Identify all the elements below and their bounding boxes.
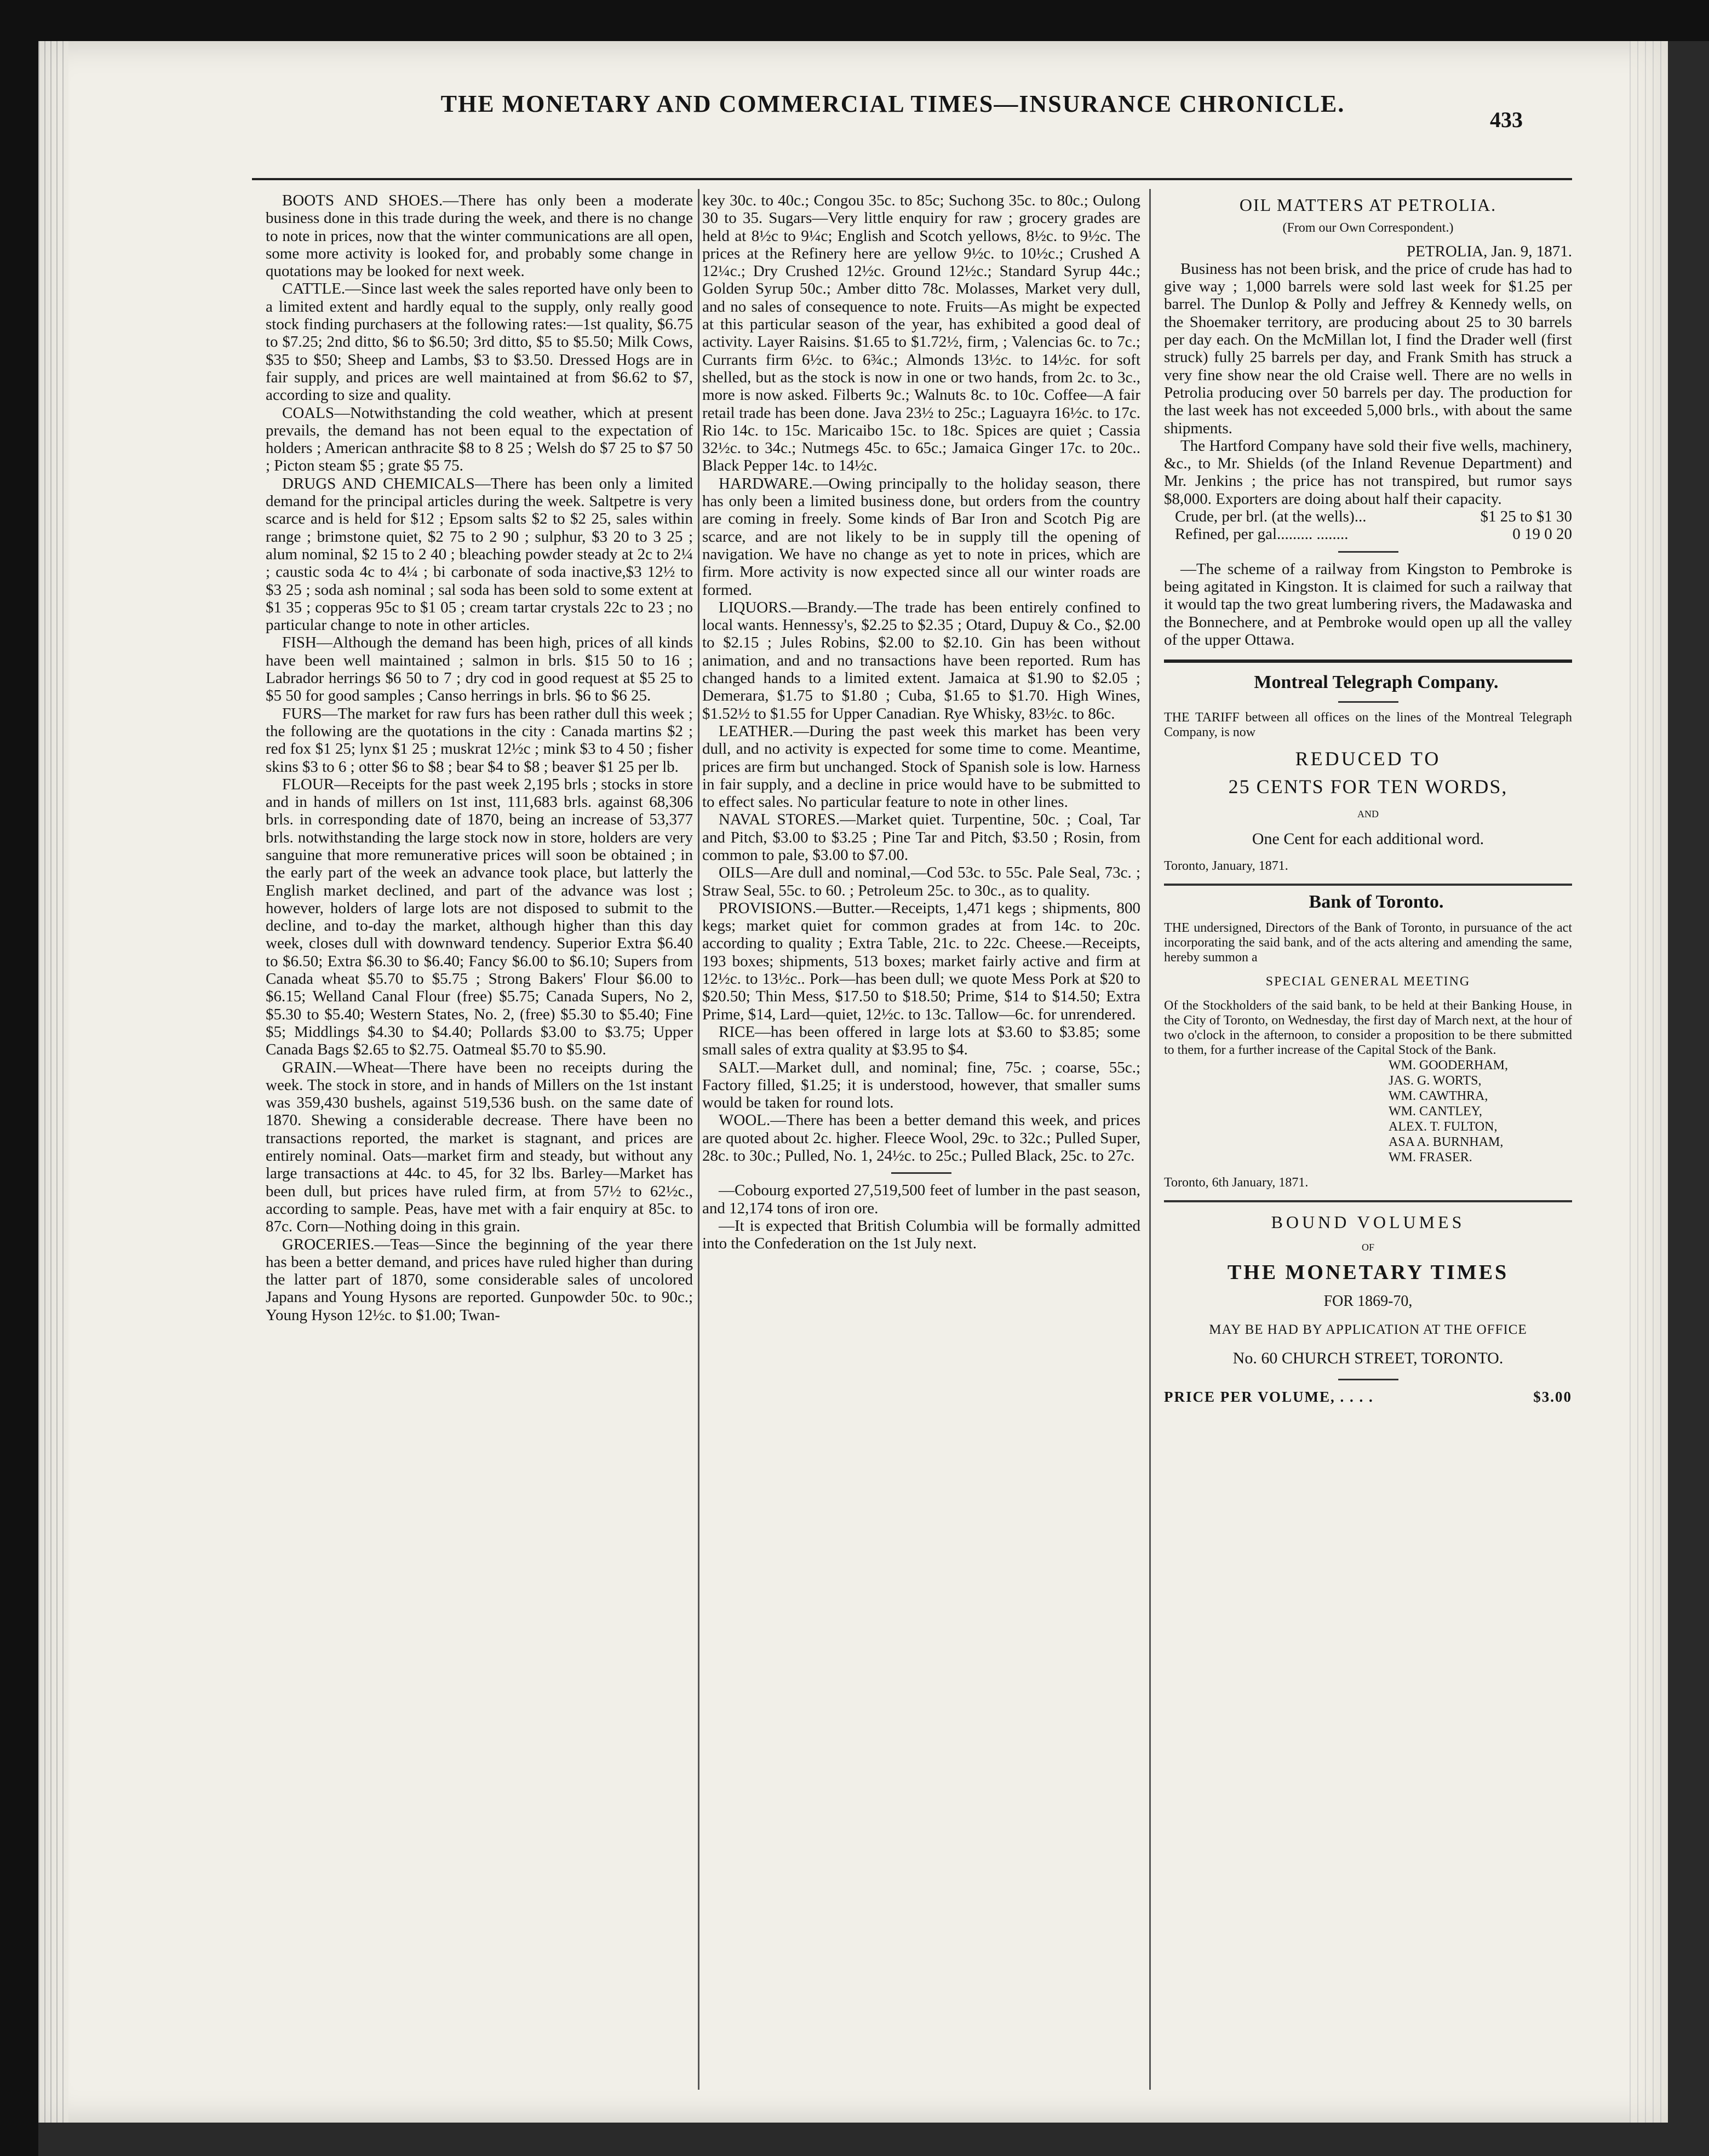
naval-stores-report: NAVAL STORES.—Market quiet. Turpentine, 50c. ; Coal, Tar and Pitch, $3.00 to $3.25 ; Pine Tar and Pitch, $3.50 ; Rosin, from common to pale, $3.00 to $7.00. [702,811,1140,864]
british-columbia-note: —It is expected that British Columbia will be formally admitted into the Confederation on the 1st July next. [702,1217,1140,1253]
telegraph-additional-word: One Cent for each additional word. [1252,830,1484,848]
ad-rule [1338,701,1398,703]
bound-volumes-publication: THE MONETARY TIMES [1227,1261,1509,1285]
crude-price: $1 25 to $1 30 [1480,508,1572,526]
groceries-continued: key 30c. to 40c.; Congou 35c. to 85c; Suchong 35c. to 80c.; Oulong 30 to 35. Sugars—Very little enquiry for raw ; grocery grades are held at 8½c to 9¼c; English and Scotch yellows, 8½c. to 9½c. The prices at the Refinery here are yellow 9½c. to 10½c.; Crushed A 12¼c.; Dry Crushed 12½c. Ground 12½c.; Standard Syrup 44c.; Golden Syrup 50c.; Amber ditto 78c. Molasses, Market very dull, and no sales of consequence to note. Fruits—As might be expected at this particular season of the year, has exhibited a good deal of activity. Layer Raisins. $1.65 to $1.72½, firm, ; Valencias 6c. to 7c.; Currants firm 6½c. to 6¾c.; Almonds 13½c. to 14½c. for soft shelled, but as the stock is now in one or two hands, from 2c. to 3c., more is now asked. Filberts 9c.; Walnuts 8c. to 10c. Coffee—A fair retail trade has been done. Java 23½ to 25c.; Laguayra 16½c. to 17c. Rio 14c. to 15c. Maricaibo 15c. to 18c. Spices are quiet ; Cassia 32½c. to 34c.; Nutmegs 45c. to 65c.; Jamaica Ginger 17c. to 20c.. Black Pepper 14c. to 14½c. [702,192,1140,475]
wool-report: WOOL.—There has been a better demand this week, and prices are quoted about 2c. higher. Fleece Wool, 29c. to 32c.; Pulled Super, 28c. to 30c.; Pulled, No. 1, 24½c. to 25c.; Pulled Black, 25c. to 27c. [702,1111,1140,1165]
oil-matters-paragraph-1: Business has not been brisk, and the price of crude has had to give way ; 1,000 barrels were sold last week for $1.25 per barrel. The Dunlop & Polly and Jeffrey & Kennedy wells, on the Shoemaker territory, are producing about 25 to 30 barrels per day each. On the McMillan lot, I find the Drader well (first struck) fully 25 barrels per day, and Frank Smith has struck a very fine show near the old Craise well. There are no wells in Petrolia producing over 50 barrels per day. The production for the last week has not exceeded 5,000 brls., with about the same shipments. [1164,260,1572,437]
hardware-report: HARDWARE.—Owing principally to the holiday season, there has only been a limited business done, but orders from the country are coming in freely. Some kinds of Bar Iron and Scotch Pig are scarce, and are not likely to be in supply till the opening of navigation. We have no change as yet to note in prices, which are firm. More activity is now expected since all our winter roads are formed. [702,474,1140,599]
refined-price: 0 19 0 20 [1512,525,1572,543]
column-divider [1149,189,1151,2090]
furs-report: FURS—The market for raw furs has been rather dull this week ; the following are the quotations in the city : Canada martins $2 ; red fox $1 25; lynx $1 25 ; muskrat 12½c ; mink $3 to 4 50 ; fisher skins $3 to 6 ; otter $6 to $8 ; bear $4 to $8 ; beaver $1 25 per lb. [266,704,693,776]
bank-special-meeting: SPECIAL GENERAL MEETING [1265,974,1471,989]
column-one [266,192,693,2087]
oil-matters-paragraph-2: The Hartford Company have sold their five wells, machinery, &c., to Mr. Shields (of the Inland Revenue Department) and Mr. Jenkins ; the price has not transpired, but rumor says $8,000. Exporters are doing about half their capacity. [1164,437,1572,508]
price-per-volume-value: $3.00 [1533,1388,1572,1405]
scan-border-left [0,0,38,2156]
crude-label: Crude, per brl. (at the wells)... [1175,508,1367,526]
provisions-report: PROVISIONS.—Butter.—Receipts, 1,471 kegs ; shipments, 800 kegs; market quiet for common grades at from 14c. to 20c. according to quality ; Extra Table, 21c. to 22c. Cheese.—Receipts, 193 boxes; shipments, 513 boxes; market fairly active and firm at 12½c. to 13½c.. Pork—has been dull; we quote Mess Pork at $20 to $20.50; Thin Mess, $17.50 to $18.50; Prime, $14 to $14.50; Extra Prime, $14, Lard—quiet, 12½c. to 13c. Tallow—6c. for unrendered. [702,899,1140,1023]
refined-price-line [1164,525,1572,543]
bank-ad-date: Toronto, 6th January, 1871. [1164,1175,1309,1190]
railway-note: —The scheme of a railway from Kingston to Pembroke is being agitated in Kingston. It is claimed for such a railway that it would tap the two great lumbering rivers, the Madawaska and the Bonnechere, and at Pembroke would open up all the valley of the upper Ottawa. [1164,560,1572,649]
leather-report: LEATHER.—During the past week this market has been very dull, and no activity is expected for some time to come. Meantime, prices are firm but unchanged. Stock of Spanish sole is low. Harness in fair supply, and a decline in price would have to be submitted to to effect sales. No particular feature to note in other lines. [702,722,1140,811]
boots-and-shoes-report: BOOTS AND SHOES.—There has only been a moderate business done in this trade during the week, and there is no change to note in prices, now that the winter communications are all open, some more activity is looked for, and probably some change in quotations may be looked for next week. [266,192,693,280]
refined-label: Refined, per gal......... ........ [1175,525,1349,543]
page-number: 433 [1490,107,1523,132]
page-edge-right [1630,41,1668,2123]
oil-matters-dateline: PETROLIA, Jan. 9, 1871. [1406,242,1572,260]
bank-ad-body: Of the Stockholders of the said bank, to be held at their Banking House, in the City of Toronto, on Wednesday, the first day of March next, at the hour of two o'clock in the afternoon, to consider a proposition to be there submitted to them, for a further increase of the Capital Stock of the Bank. [1164,998,1572,1057]
bound-volumes-availability: MAY BE HAD BY APPLICATION AT THE OFFICE [1209,1322,1527,1337]
telegraph-and: AND [1357,808,1379,820]
grain-report: GRAIN.—Wheat—There have been no receipts during the week. The stock in store, and in hands of Millers on the 1st instant was 359,430 bushels, against 519,536 bush. on the same date of 1870. Shewing a considerable decrease. There have been no transactions reported, the market is stagnant, and prices are entirely nominal. Oats—market firm and steady, but without any large transactions at 44c. to 45, for 32 lbs. Barley—Market has been dull, but prices have ruled firm, at from 57½ to 62½c., according to sample. Peas, have met with a fair enquiry at 85c. to 87c. Corn—Nothing doing in this grain. [266,1058,693,1236]
telegraph-ad-intro: THE TARIFF between all offices on the lines of the Montreal Telegraph Company, is now [1164,710,1572,740]
coals-report: COALS—Notwithstanding the cold weather, which at present prevails, the demand has not been equal to the expectation of holders ; American anthracite $8 to 8 25 ; Welsh do $7 25 to $7 50 ; Picton steam $5 ; grate $5 75. [266,404,693,475]
director-signature: ASA A. BURNHAM, [1389,1134,1504,1149]
oil-matters-source: (From our Own Correspondent.) [1282,221,1454,236]
masthead-rule [252,178,1572,180]
advertisement-rule [1164,1200,1572,1202]
bank-ad-title: Bank of Toronto. [1309,891,1444,912]
cattle-report: CATTLE.—Since last week the sales reported have only been to a limited extent and hardly equal to the supply, only really good stock finding purchasers at the following rates:—1st quality, $6.75 to $7.25; 2nd ditto, $6 to $6.50; 3rd ditto, $5 to $5.50; Milk Cows, $35 to $50; Sheep and Lambs, $3 to $3.50. Dressed Hogs are in fair supply, and prices are well maintained at from $6.62 to $7, according to size and quality. [266,280,693,404]
crude-price-line [1164,508,1572,525]
salt-report: SALT.—Market dull, and nominal; fine, 75c. ; coarse, 55c.; Factory filled, $1.25; it is understood, however, that smaller sums would be taken for round lots. [702,1058,1140,1112]
fish-report: FISH—Although the demand has been high, prices of all kinds have been well maintained ; salmon in brls. $15 50 to 16 ; Labrador herrings $6 50 to 7 ; dry cod in good request at $5 25 to $5 50 for good samples ; Canso herrings in brls. $6 to $6 25. [266,634,693,705]
office-address: No. 60 CHURCH STREET, TORONTO. [1232,1349,1504,1368]
bound-volumes-of: OF [1361,1242,1374,1253]
telegraph-reduced: REDUCED TO [1295,748,1441,770]
director-signature: ALEX. T. FULTON, [1389,1119,1498,1134]
groceries-report: GROCERIES.—Teas—Since the beginning of the year there has been a better demand, and prices have ruled higher than during the latter part of 1870, some considerable sales of uncolored Japans and Young Hysons are reported. Gunpowder 50c. to 90c.; Young Hyson 12½c. to $1.00; Twan- [266,1235,693,1324]
telegraph-rate: 25 CENTS FOR TEN WORDS, [1228,775,1508,798]
telegraph-ad-title: Montreal Telegraph Company. [1254,672,1499,693]
bound-volumes-years: FOR 1869-70, [1323,1292,1413,1310]
advertisement-rule [1164,884,1572,886]
binding-gutter [38,41,68,2123]
director-signature: WM. CANTLEY, [1389,1104,1482,1119]
flour-report: FLOUR—Receipts for the past week 2,195 brls ; stocks in store and in hands of millers on 1st inst, 111,683 brls. against 68,306 brls. in corresponding date of 1870, being an increase of 53,377 brls. notwithstanding the large stock now in store, holders are very sanguine that more remunerative prices will soon be obtained ; in the early part of the week an advance took place, but latterly the English market declined, and part of the advance was lost ; however, holders of large lots are not disposed to submit to the decline, and to-day the market, although higher than this day week, closes dull with downward tendency. Superior Extra $6.40 to $6.50; Extra $6.30 to $6.40; Fancy $6.00 to $6.10; Supers from Canada wheat $5.70 to $5.75 ; Strong Bakers' Flour $6.00 to $6.15; Welland Canal Flour (free) $5.75; Canada Supers, No 2, $5.30 to $5.40; Western States, No. 2, (free) $5.30 to $5.40; Fine $5; Middlings $4.30 to $4.40; Pollards $3.00 to $3.75; Upper Canada Bags $2.65 to $2.75. Oatmeal $5.70 to $5.90. [266,775,693,1059]
director-signature: WM. GOODERHAM, [1389,1058,1508,1073]
column-two [702,192,1140,2087]
liquors-report: LIQUORS.—Brandy.—The trade has been entirely confined to local wants. Hennessy's, $2.25 to $2.35 ; Otard, Dupuy & Co., $2.00 to $2.15 ; Jules Robins, $2.00 to $2.10. Gin has been without animation, and and no transactions have been reported. Rum has changed hands to a limited extent. Jamaica at $1.90 to $2.05 ; Demerara, $1.75 to $1.80 ; Cuba, $1.65 to $1.70. High Wines, $1.52½ to $1.55 for Upper Canadian. Rye Whisky, 83½c. to 86c. [702,598,1140,723]
section-rule [891,1172,951,1174]
section-rule [1338,551,1398,553]
column-divider [698,189,699,2090]
director-signature: WM. FRASER. [1389,1150,1472,1165]
column-three [1164,192,1572,2087]
advertisement-rule [1164,660,1572,663]
drugs-chemicals-report: DRUGS AND CHEMICALS—There has been only a limited demand for the principal articles during the week. Saltpetre is very scarce and is held for $12 ; Epsom salts $2 to $2 25, sales within range ; brimstone quiet, $2 75 to 2 90 ; sulphur, $3 20 to 3 25 ; alum nominal, $2 15 to 2 40 ; bleaching powder steady at 2c to 2¼ ; caustic soda 4c to 4¼ ; bi carbonate of soda inactive,$3 12½ to $3 25 ; soda ash nominal ; sal soda has been sold to some extent at $1 35 ; copperas 95c to $1 05 ; cream tartar crystals 22c to 23 ; no particular change to note in other articles. [266,474,693,634]
telegraph-ad-date: Toronto, January, 1871. [1164,858,1288,873]
price-per-volume-line [1164,1388,1572,1406]
cobourg-note: —Cobourg exported 27,519,500 feet of lumber in the past season, and 12,174 tons of iron ore. [702,1182,1140,1217]
page-masthead: THE MONETARY AND COMMERCIAL TIMES—INSURANCE CHRONICLE. [440,90,1345,117]
scan-border-top [0,0,1709,41]
bound-volumes-heading: BOUND VOLUMES [1271,1212,1465,1232]
oil-matters-title: OIL MATTERS AT PETROLIA. [1239,195,1497,215]
price-per-volume-label: PRICE PER VOLUME, . . . . [1164,1388,1374,1405]
director-signature: WM. CAWTHRA, [1389,1088,1488,1103]
director-signature: JAS. G. WORTS, [1389,1073,1482,1088]
rice-report: RICE—has been offered in large lots at $3.60 to $3.85; some small sales of extra quality at $3.95 to $4. [702,1023,1140,1059]
bank-ad-intro: THE undersigned, Directors of the Bank of Toronto, in pursuance of the act incorporating the said bank, and of the acts altering and amending the same, hereby summon a [1164,921,1572,965]
oils-report: OILS—Are dull and nominal,—Cod 53c. to 55c. Pale Seal, 73c. ; Straw Seal, 55c. to 60. ; Petroleum 25c. to 30c., as to quality. [702,864,1140,899]
ad-rule [1338,1379,1398,1380]
